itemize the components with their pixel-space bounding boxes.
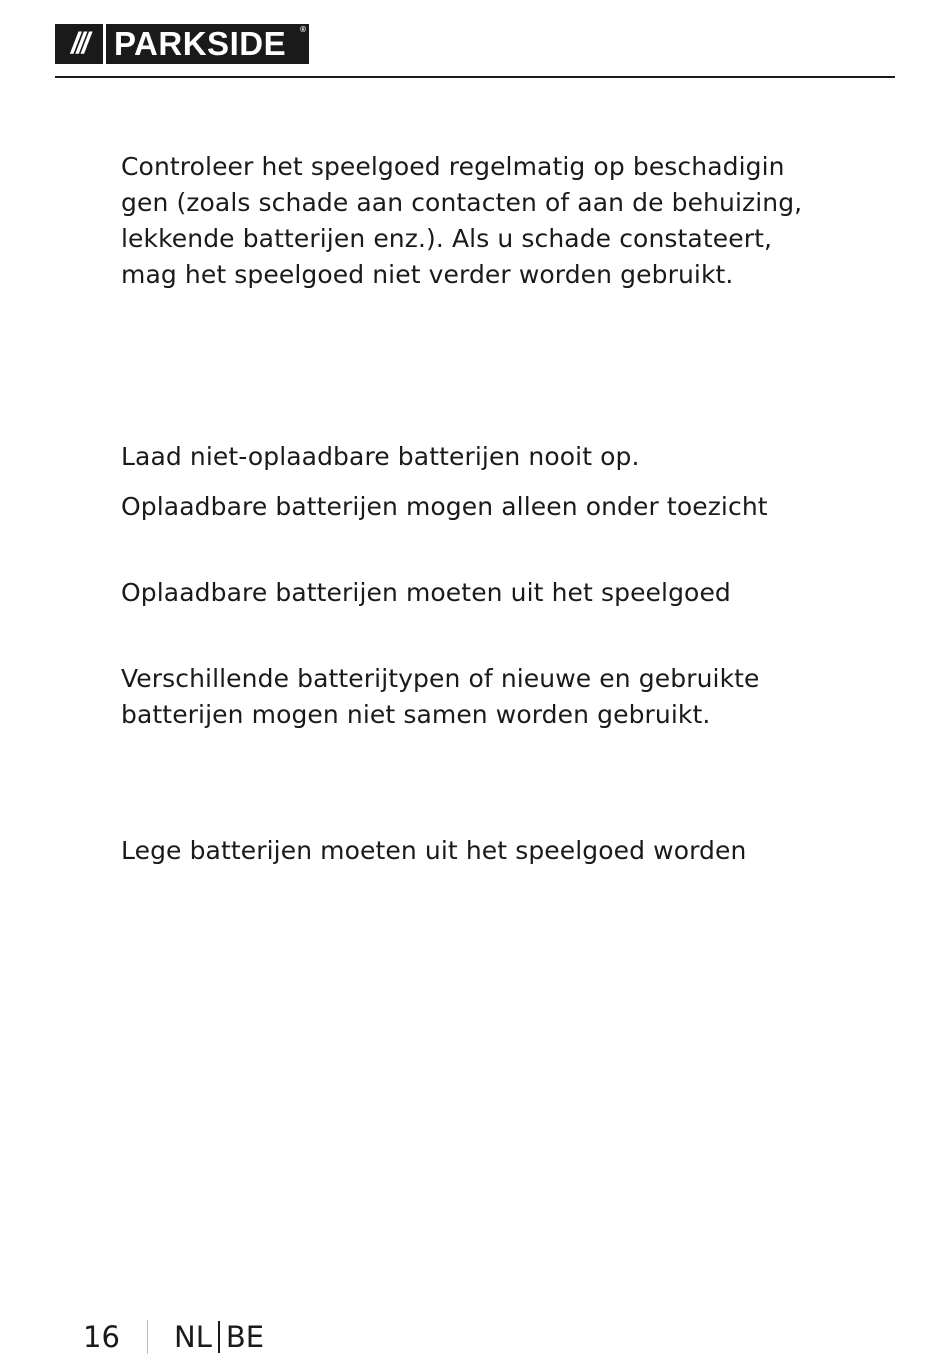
parkside-logo [55,24,309,64]
paragraph-supervised-charging [121,489,881,525]
page-footer [83,1317,264,1357]
paragraph-damage-check [121,149,881,293]
text-line: Controleer het speelgoed regelmatig op beschadigin [121,152,785,181]
logo-slashes: /// [55,24,103,64]
text-line: gen (zoals schade aan contacten of aan de behuizing, [121,188,803,217]
logo-text: PARKSIDE [114,25,287,62]
header-rule [55,76,895,78]
text-line: Laad niet-oplaadbare batterijen nooit op. [121,442,640,471]
paragraph-no-recharge [121,439,881,475]
text-line: mag het speelgoed niet verder worden gebruikt. [121,260,734,289]
text-line: Lege batterijen moeten uit het speelgoed worden [121,836,747,865]
text-line: lekkende batterijen enz.). Als u schade constateert, [121,224,773,253]
page-number: 16 [83,1320,120,1354]
language-code-be: BE [225,1320,265,1354]
text-line: Oplaadbare batterijen mogen alleen onder toezicht [121,492,768,521]
paragraph-remove-rechargeable [121,575,881,611]
logo-wordmark [106,24,309,64]
paragraph-remove-empty [121,833,881,869]
language-divider [218,1321,220,1353]
text-line: Verschillende batterijtypen of nieuwe en gebruikte [121,664,760,693]
footer-divider [147,1320,148,1354]
language-code-nl: NL [174,1320,212,1354]
registered-mark: ® [300,25,306,34]
text-line: Oplaadbare batterijen moeten uit het speelgoed [121,578,731,607]
text-line: batterijen mogen niet samen worden gebruikt. [121,700,711,729]
paragraph-mixed-types [121,661,881,733]
